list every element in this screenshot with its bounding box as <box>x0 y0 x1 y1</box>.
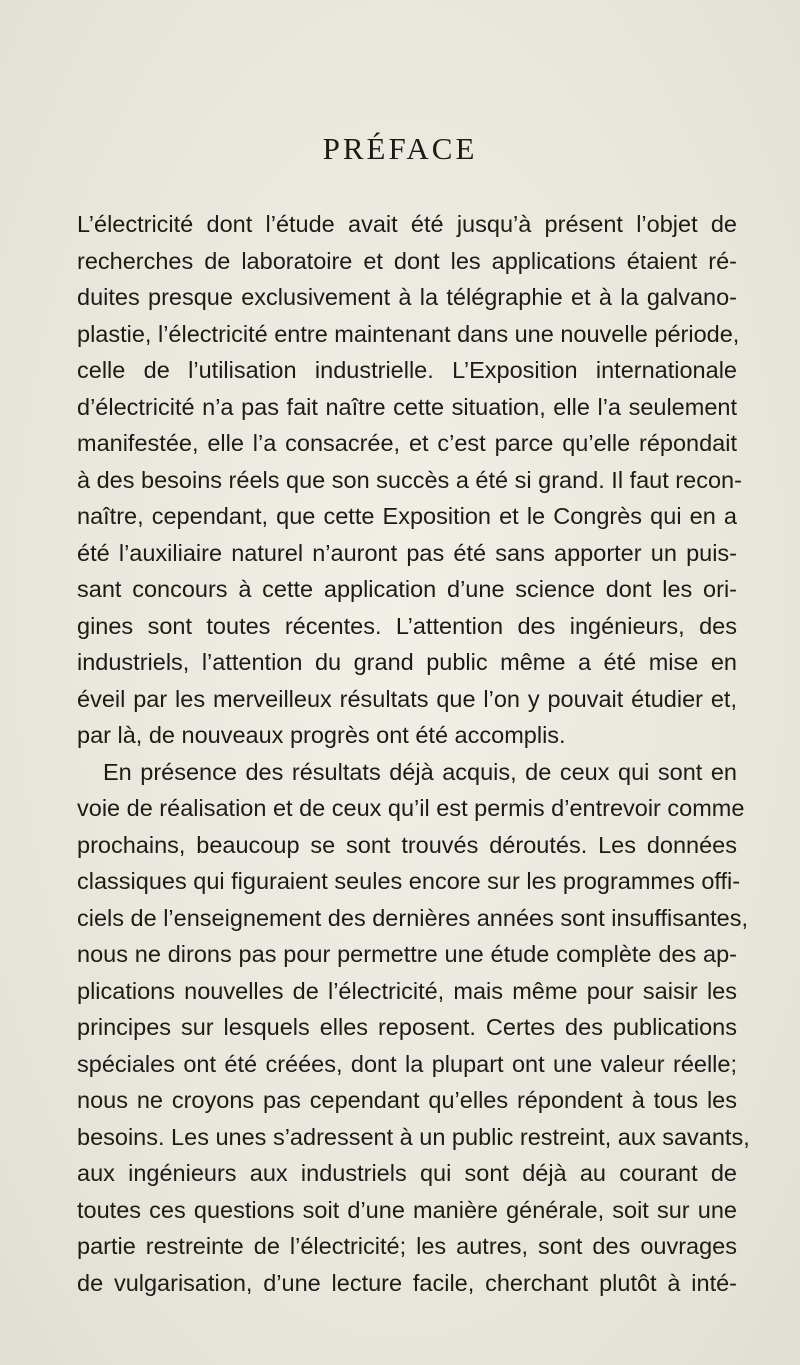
text-line: de vulgarisation, d’une lecture facile, cherchant plutôt à inté- <box>77 1269 737 1296</box>
text-line: duites presque exclusivement à la télégraphie et à la galvano- <box>77 284 737 310</box>
text-line: manifestée, elle l’a consacrée, et c’est parce qu’elle répondait <box>77 430 737 456</box>
text-line: nous ne croyons pas cependant qu’elles répondent à tous les <box>77 1087 737 1113</box>
text-line: voie de réalisation et de ceux qu’il est permis d’entrevoir comme <box>77 795 745 821</box>
text-line: aux ingénieurs aux industriels qui sont déjà au courant de <box>77 1160 737 1186</box>
text-line: été l’auxiliaire naturel n’auront pas été sans apporter un puis- <box>77 539 737 566</box>
text-line: à des besoins réels que son succès a été si grand. Il faut recon- <box>77 466 742 493</box>
text-line: par là, de nouveaux progrès ont été accomplis. <box>77 722 566 748</box>
text-line: ciels de l’enseignement des dernières années sont insuffisantes, <box>77 904 749 931</box>
text-line: plications nouvelles de l’électricité, mais même pour saisir les <box>77 977 737 1004</box>
text-line: besoins. Les unes s’adressent à un public restreint, aux savants, <box>77 1123 750 1150</box>
text-line: toutes ces questions soit d’une manière générale, soit sur une <box>77 1196 737 1223</box>
text-line: sant concours à cette application d’une science dont les ori- <box>77 576 737 602</box>
text-line: plastie, l’électricité entre maintenant dans une nouvelle période, <box>77 320 740 347</box>
text-line: recherches de laboratoire et dont les applications étaient ré- <box>77 247 737 274</box>
text-line: classiques qui figuraient seules encore sur les programmes offi- <box>77 868 741 894</box>
text-line: industriels, l’attention du grand public même a été mise en <box>77 649 737 675</box>
text-line: spéciales ont été créées, dont la plupart ont une valeur réelle; <box>77 1050 737 1077</box>
text-line: prochains, beaucoup se sont trouvés déroutés. Les données <box>77 831 737 858</box>
text-line: d’électricité n’a pas fait naître cette situation, elle l’a seulement <box>77 393 737 420</box>
page-title: PRÉFACE <box>322 131 478 166</box>
text-line: celle de l’utilisation industrielle. L’Exposition internationale <box>77 357 737 383</box>
text-line: nous ne dirons pas pour permettre une étude complète des ap- <box>77 941 737 967</box>
text-line: naître, cependant, que cette Exposition et le Congrès qui en a <box>77 503 737 529</box>
text-line: En présence des résultats déjà acquis, de ceux qui sont en <box>103 758 737 785</box>
text-line: principes sur lesquels elles reposent. Certes des publications <box>77 1014 737 1040</box>
text-line: éveil par les merveilleux résultats que l’on y pouvait étudier et, <box>77 685 737 712</box>
text-line: partie restreinte de l’électricité; les autres, sont des ouvrages <box>77 1233 737 1259</box>
body-text <box>77 206 750 1301</box>
text-line: gines sont toutes récentes. L’attention des ingénieurs, des <box>77 612 737 639</box>
text-line: L’électricité dont l’étude avait été jusqu’à présent l’objet de <box>77 211 737 237</box>
